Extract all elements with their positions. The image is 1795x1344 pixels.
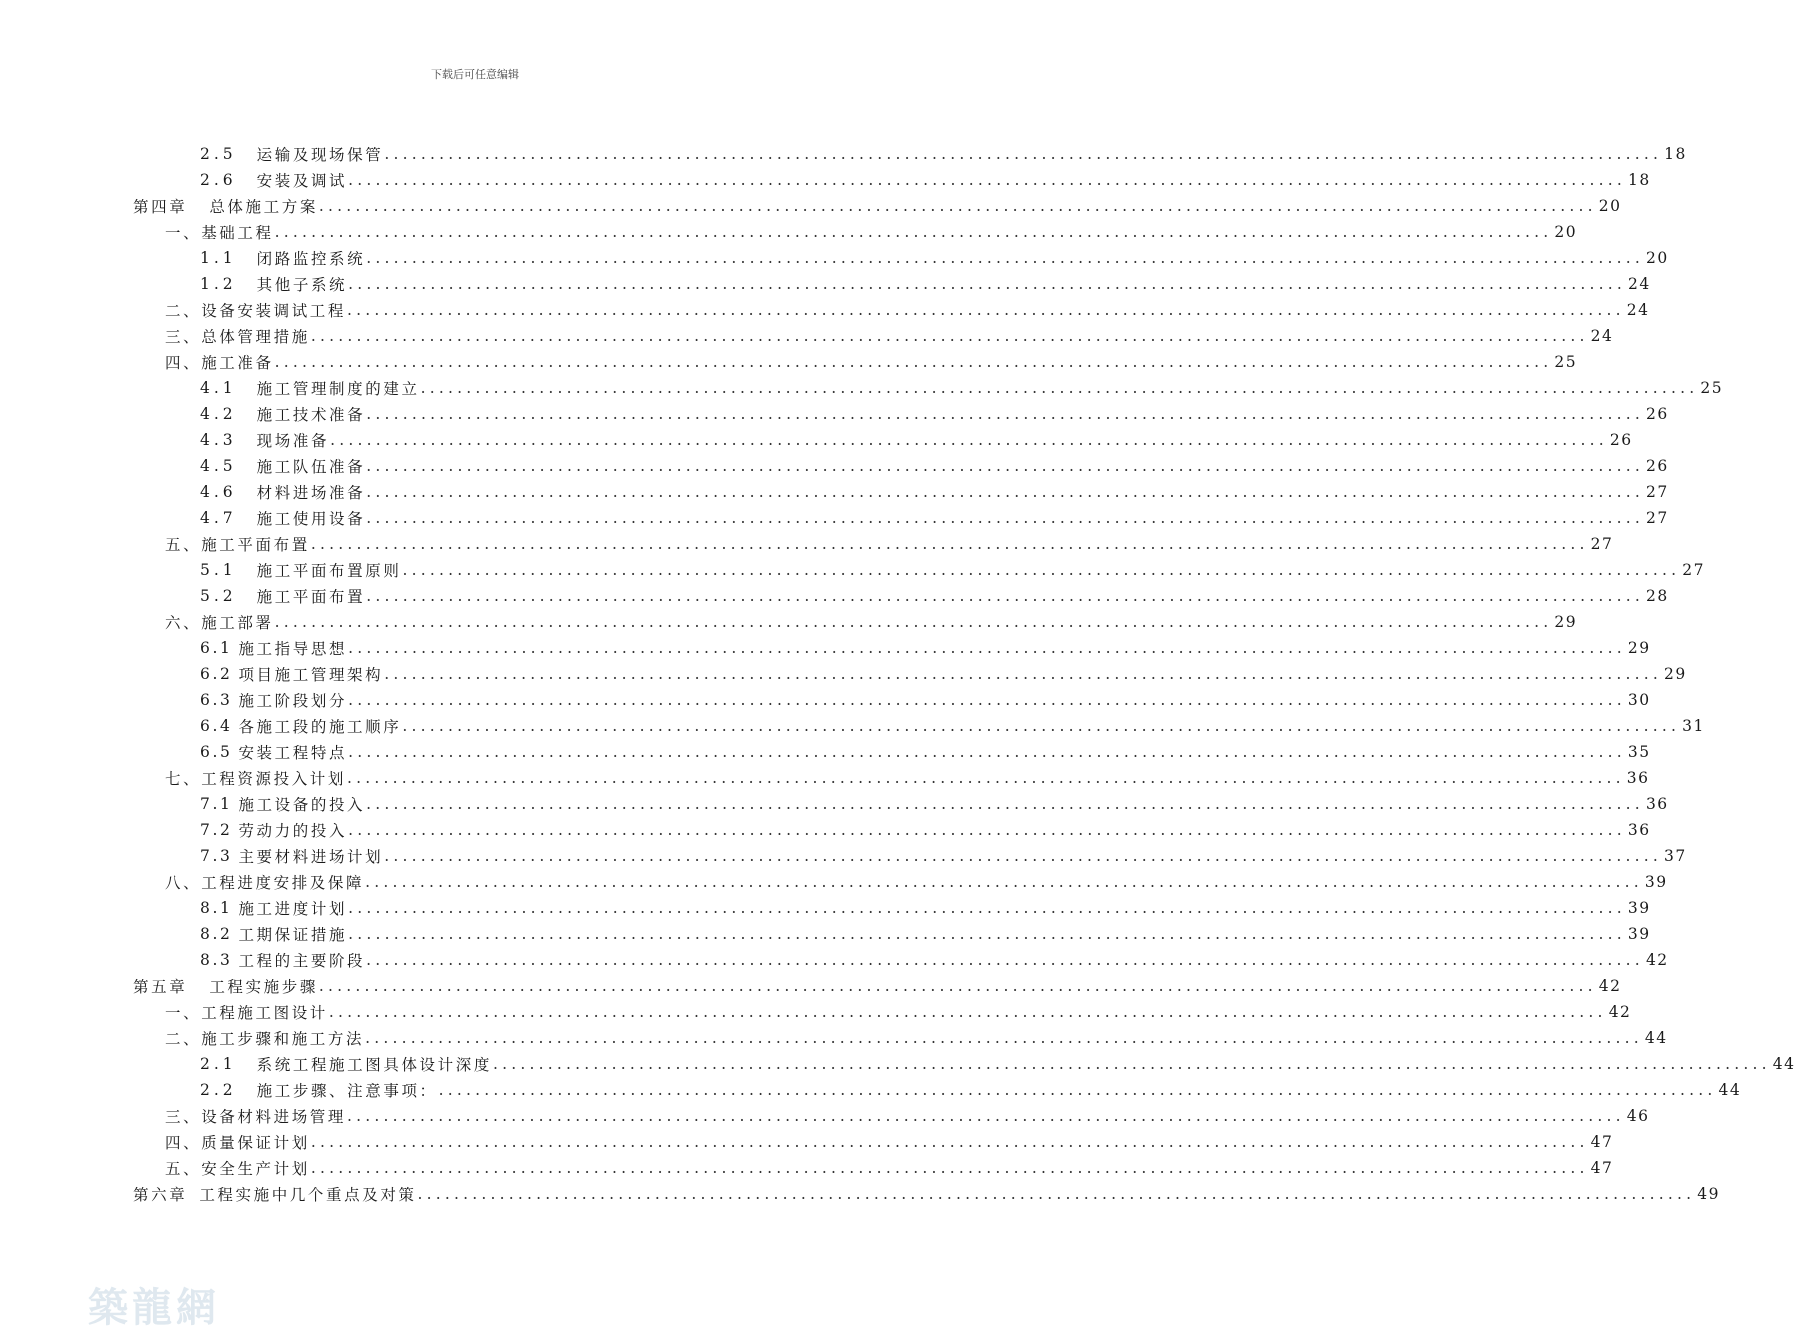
toc-dot-leader: ............................................................................................................................................ <box>348 743 1626 761</box>
toc-page-number: 31 <box>1682 717 1705 735</box>
toc-page-number: 24 <box>1626 301 1650 319</box>
toc-entry-title: 三、总体管理措施 <box>165 328 310 346</box>
toc-page-number: 18 <box>1627 171 1651 189</box>
toc-dot-leader: ............................................................................................................................................ <box>438 1081 1717 1099</box>
toc-entry-number: 8.2 <box>200 925 233 943</box>
toc-entry[interactable] <box>200 142 1687 166</box>
toc-entry-title: 总体施工方案 <box>209 198 318 216</box>
toc-entry-title: 一、工程施工图设计 <box>165 1004 328 1022</box>
toc-dot-leader: ............................................................................................................................................ <box>347 769 1625 787</box>
toc-entry[interactable] <box>200 428 1633 452</box>
toc-dot-leader: ............................................................................................................................................ <box>347 1107 1625 1125</box>
toc-page-number: 27 <box>1646 509 1669 527</box>
toc-page-number: 36 <box>1627 821 1651 839</box>
toc-dot-leader: ............................................................................................................................................ <box>366 249 1645 267</box>
toc-entry-title: 二、设备安装调试工程 <box>165 302 347 320</box>
toc-entry[interactable] <box>200 636 1651 660</box>
toc-page-number: 28 <box>1646 587 1669 605</box>
toc-entry-title: 施工设备的投入 <box>238 796 366 814</box>
toc-dot-leader: ............................................................................................................................................ <box>384 145 1663 163</box>
toc-dot-leader: ............................................................................................................................................ <box>366 795 1644 813</box>
toc-page-number: 29 <box>1627 639 1651 657</box>
toc-entry[interactable] <box>200 272 1651 296</box>
toc-dot-leader: ............................................................................................................................................ <box>318 977 1597 995</box>
toc-page-number: 24 <box>1590 327 1614 345</box>
toc-dot-leader: ............................................................................................................................................ <box>310 1159 1589 1177</box>
toc-entry-number: 第五章 <box>133 978 188 996</box>
toc-entry-title: 工程实施步骤 <box>209 978 318 996</box>
toc-dot-leader: ............................................................................................................................................ <box>348 691 1626 709</box>
toc-entry-title: 施工平面布置原则 <box>256 562 402 580</box>
toc-entry-title: 施工阶段划分 <box>238 692 348 710</box>
toc-dot-leader: ............................................................................................................................................ <box>310 327 1589 345</box>
toc-entry-title: 二、施工步骤和施工方法 <box>165 1030 365 1048</box>
toc-entry[interactable] <box>200 948 1669 972</box>
toc-dot-leader: ............................................................................................................................................ <box>348 275 1626 293</box>
toc-entry-title: 一、基础工程 <box>165 224 274 242</box>
toc-dot-leader: ............................................................................................................................................ <box>366 483 1645 501</box>
toc-entry-number: 6.5 <box>200 743 233 761</box>
toc-entry[interactable] <box>165 870 1668 894</box>
toc-dot-leader: ............................................................................................................................................ <box>365 873 1643 891</box>
toc-entry-number: 2.1 <box>200 1055 237 1073</box>
toc-page-number: 24 <box>1627 275 1651 293</box>
toc-entry[interactable] <box>133 194 1622 218</box>
toc-entry[interactable] <box>165 350 1578 374</box>
toc-entry[interactable] <box>200 688 1651 712</box>
toc-page-number: 26 <box>1646 405 1669 423</box>
toc-entry[interactable] <box>200 818 1651 842</box>
toc-dot-leader: ............................................................................................................................................ <box>384 665 1663 683</box>
toc-page-number: 47 <box>1590 1159 1614 1177</box>
toc-entry[interactable] <box>200 246 1669 270</box>
toc-entry-title: 施工管理制度的建立 <box>256 380 420 398</box>
toc-entry-title: 系统工程施工图具体设计深度 <box>256 1056 492 1074</box>
toc-entry[interactable] <box>165 1026 1668 1050</box>
toc-entry-number: 4.1 <box>200 379 237 397</box>
toc-entry-title: 闭路监控系统 <box>256 250 366 268</box>
watermark-logo: 築龍網 <box>88 1284 220 1331</box>
toc-entry[interactable] <box>200 792 1669 816</box>
toc-entry-title: 安装工程特点 <box>238 744 348 762</box>
toc-entry-number: 7.3 <box>200 847 233 865</box>
toc-entry-number: 4.2 <box>200 405 237 423</box>
toc-page-number: 39 <box>1627 925 1651 943</box>
toc-dot-leader: ............................................................................................................................................ <box>348 899 1626 917</box>
toc-entry-number: 1.2 <box>200 275 237 293</box>
toc-page-number: 20 <box>1598 197 1622 215</box>
toc-entry[interactable] <box>200 480 1669 504</box>
toc-entry[interactable] <box>165 1130 1614 1154</box>
toc-entry-number: 4.3 <box>200 431 237 449</box>
toc-entry[interactable] <box>200 376 1724 400</box>
toc-page-number: 42 <box>1598 977 1622 995</box>
toc-entry-number: 4.7 <box>200 509 237 527</box>
toc-dot-leader: ............................................................................................................................................ <box>420 379 1699 397</box>
toc-page-number: 25 <box>1700 379 1724 397</box>
toc-entry-number: 5.2 <box>200 587 237 605</box>
page-header: 下载后可任意编辑 <box>431 68 519 81</box>
toc-entry-title: 四、质量保证计划 <box>165 1134 310 1152</box>
toc-entry[interactable] <box>133 1182 1721 1206</box>
toc-entry[interactable] <box>200 558 1705 582</box>
toc-page-number: 44 <box>1644 1029 1668 1047</box>
toc-entry[interactable] <box>200 922 1651 946</box>
toc-entry-number: 7.2 <box>200 821 233 839</box>
toc-dot-leader: ............................................................................................................................................ <box>330 431 1608 449</box>
toc-dot-leader: ............................................................................................................................................ <box>310 535 1589 553</box>
toc-entry-title: 三、设备材料进场管理 <box>165 1108 347 1126</box>
toc-entry[interactable] <box>200 1078 1742 1102</box>
toc-entry-number: 1.1 <box>200 249 237 267</box>
toc-entry[interactable] <box>200 1052 1795 1076</box>
toc-entry[interactable] <box>200 402 1669 426</box>
toc-entry[interactable] <box>165 1156 1614 1180</box>
toc-dot-leader: ............................................................................................................................................ <box>417 1185 1696 1203</box>
toc-entry-title: 施工队伍准备 <box>256 458 366 476</box>
toc-entry-number: 6.1 <box>200 639 233 657</box>
toc-entry[interactable] <box>165 298 1650 322</box>
toc-dot-leader: ............................................................................................................................................ <box>348 639 1626 657</box>
toc-entry-number: 6.2 <box>200 665 233 683</box>
toc-dot-leader: ............................................................................................................................................ <box>402 717 1681 735</box>
toc-entry[interactable] <box>200 662 1687 686</box>
toc-dot-leader: ............................................................................................................................................ <box>328 1003 1607 1021</box>
toc-entry-title: 七、工程资源投入计划 <box>165 770 347 788</box>
toc-page-number: 44 <box>1772 1055 1795 1073</box>
toc-entry[interactable] <box>165 220 1578 244</box>
toc-entry[interactable] <box>165 766 1650 790</box>
toc-dot-leader: ............................................................................................................................................ <box>347 301 1625 319</box>
toc-entry-title: 其他子系统 <box>256 276 348 294</box>
toc-dot-leader: ............................................................................................................................................ <box>274 353 1553 371</box>
toc-dot-leader: ............................................................................................................................................ <box>492 1055 1771 1073</box>
toc-page-number: 47 <box>1590 1133 1614 1151</box>
toc-entry[interactable] <box>200 506 1669 530</box>
toc-entry[interactable] <box>200 896 1651 920</box>
toc-entry-title: 材料进场准备 <box>256 484 366 502</box>
toc-dot-leader: ............................................................................................................................................ <box>366 405 1645 423</box>
toc-entry-number: 第四章 <box>133 198 188 216</box>
toc-page-number: 36 <box>1626 769 1650 787</box>
toc-page-number: 37 <box>1664 847 1687 865</box>
toc-entry-title: 工程的主要阶段 <box>238 952 366 970</box>
toc-entry-title: 施工使用设备 <box>256 510 366 528</box>
toc-dot-leader: ............................................................................................................................................ <box>348 925 1626 943</box>
toc-entry-title: 六、施工部署 <box>165 614 274 632</box>
toc-entry-title: 运输及现场保管 <box>256 146 384 164</box>
toc-entry[interactable] <box>200 714 1705 738</box>
toc-entry-title: 四、施工准备 <box>165 354 274 372</box>
toc-entry-number: 4.5 <box>200 457 237 475</box>
toc-entry-title: 施工进度计划 <box>238 900 348 918</box>
toc-entry[interactable] <box>200 454 1669 478</box>
toc-page-number: 27 <box>1682 561 1705 579</box>
toc-page-number: 30 <box>1627 691 1651 709</box>
toc-dot-leader: ............................................................................................................................................ <box>365 1029 1643 1047</box>
toc-entry-title: 八、工程进度安排及保障 <box>165 874 365 892</box>
toc-entry-number: 6.4 <box>200 717 233 735</box>
toc-page-number: 27 <box>1590 535 1614 553</box>
toc-dot-leader: ............................................................................................................................................ <box>274 223 1553 241</box>
toc-entry[interactable] <box>200 844 1687 868</box>
toc-dot-leader: ............................................................................................................................................ <box>310 1133 1589 1151</box>
toc-entry-title: 劳动力的投入 <box>238 822 348 840</box>
toc-dot-leader: ............................................................................................................................................ <box>348 821 1626 839</box>
toc-page-number: 42 <box>1645 951 1669 969</box>
toc-entry-number: 2.2 <box>200 1081 237 1099</box>
toc-entry[interactable] <box>165 1000 1632 1024</box>
toc-page-number: 27 <box>1646 483 1669 501</box>
toc-page-number: 29 <box>1664 665 1687 683</box>
toc-entry-title: 施工技术准备 <box>256 406 366 424</box>
toc-entry-title: 项目施工管理架构 <box>238 666 384 684</box>
toc-entry-title: 主要材料进场计划 <box>238 848 384 866</box>
toc-page-number: 29 <box>1554 613 1578 631</box>
toc-dot-leader: ............................................................................................................................................ <box>366 951 1644 969</box>
toc-entry-number: 5.1 <box>200 561 237 579</box>
toc-page-number: 36 <box>1645 795 1669 813</box>
toc-page-number: 44 <box>1718 1081 1742 1099</box>
toc-dot-leader: ............................................................................................................................................ <box>274 613 1553 631</box>
toc-page-number: 35 <box>1627 743 1651 761</box>
toc-entry-number: 4.6 <box>200 483 237 501</box>
toc-page-number: 20 <box>1554 223 1578 241</box>
toc-page-number: 18 <box>1664 145 1687 163</box>
toc-entry-number: 7.1 <box>200 795 233 813</box>
toc-dot-leader: ............................................................................................................................................ <box>384 847 1663 865</box>
toc-dot-leader: ............................................................................................................................................ <box>348 171 1626 189</box>
toc-entry-title: 工期保证措施 <box>238 926 348 944</box>
toc-page-number: 49 <box>1697 1185 1721 1203</box>
toc-dot-leader: ............................................................................................................................................ <box>366 457 1645 475</box>
toc-entry[interactable] <box>165 610 1578 634</box>
toc-entry-title: 各施工段的施工顺序 <box>238 718 402 736</box>
toc-page-number: 26 <box>1609 431 1633 449</box>
toc-entry[interactable] <box>165 532 1614 556</box>
toc-dot-leader: ............................................................................................................................................ <box>366 587 1645 605</box>
toc-entry-number: 8.1 <box>200 899 233 917</box>
toc-page-number: 25 <box>1554 353 1578 371</box>
toc-entry-number: 6.3 <box>200 691 233 709</box>
toc-entry[interactable] <box>200 740 1651 764</box>
toc-entry-title: 安装及调试 <box>256 172 348 190</box>
toc-entry-title: 施工步骤、注意事项： <box>256 1082 438 1100</box>
toc-page-number: 46 <box>1626 1107 1650 1125</box>
toc-entry[interactable] <box>165 1104 1650 1128</box>
toc-entry-title: 现场准备 <box>256 432 330 450</box>
toc-entry-title: 施工指导思想 <box>238 640 348 658</box>
toc-entry-number: 8.3 <box>200 951 233 969</box>
toc-entry-number: 第六章 <box>133 1186 188 1204</box>
toc-page-number: 26 <box>1646 457 1669 475</box>
toc-dot-leader: ............................................................................................................................................ <box>318 197 1597 215</box>
toc-page-number: 39 <box>1627 899 1651 917</box>
toc-dot-leader: ............................................................................................................................................ <box>402 561 1681 579</box>
toc-entry-title: 施工平面布置 <box>256 588 366 606</box>
toc-entry[interactable] <box>165 324 1614 348</box>
toc-entry[interactable] <box>200 584 1669 608</box>
toc-entry-number: 2.5 <box>200 145 237 163</box>
toc-page-number: 20 <box>1646 249 1669 267</box>
toc-entry-title: 五、施工平面布置 <box>165 536 310 554</box>
toc-dot-leader: ............................................................................................................................................ <box>366 509 1645 527</box>
toc-page-number: 39 <box>1644 873 1668 891</box>
toc-entry-title: 工程实施中几个重点及对策 <box>199 1186 417 1204</box>
toc-entry-number: 2.6 <box>200 171 237 189</box>
toc-entry-title: 五、安全生产计划 <box>165 1160 310 1178</box>
toc-page-number: 42 <box>1608 1003 1632 1021</box>
toc-entry[interactable] <box>200 168 1651 192</box>
toc-entry[interactable] <box>133 974 1622 998</box>
